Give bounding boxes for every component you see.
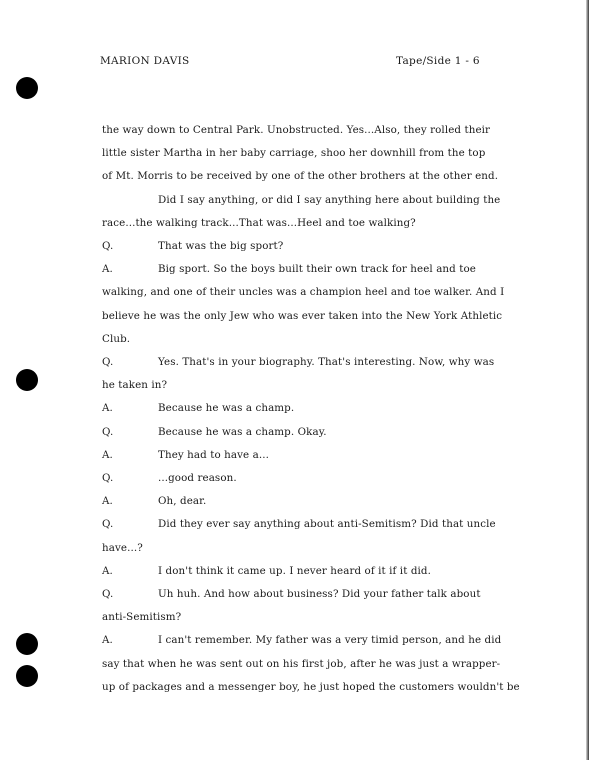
line-text: That was the big sport? bbox=[158, 240, 284, 252]
transcript-line bbox=[102, 658, 500, 670]
speaker-label: Q. bbox=[102, 425, 114, 438]
speaker-label: A. bbox=[102, 263, 113, 276]
binder-hole-icon bbox=[16, 369, 38, 391]
transcript-line bbox=[102, 611, 181, 623]
line-text: Yes. That's in your biography. That's interesting. Now, why was bbox=[158, 356, 495, 368]
line-text: little sister Martha in her baby carriage, shoo her downhill from the top bbox=[102, 147, 486, 160]
transcript-line bbox=[102, 681, 520, 693]
line-text: up of packages and a messenger boy, he just hoped the customers wouldn't be bbox=[102, 680, 520, 693]
tape-side-label: Tape/Side 1 - 6 bbox=[396, 55, 480, 67]
transcript-line bbox=[102, 542, 143, 554]
speaker-label: Q. bbox=[102, 472, 114, 484]
transcript-line bbox=[102, 217, 416, 229]
line-text: say that when he was sent out on his first job, after he was just a wrapper- bbox=[102, 657, 501, 670]
line-text: he taken in? bbox=[102, 379, 168, 392]
line-text: walking, and one of their uncles was a champion heel and toe walker. And I bbox=[102, 286, 505, 299]
line-text: Club. bbox=[102, 332, 131, 345]
binder-hole-icon bbox=[16, 77, 38, 99]
line-text: have...? bbox=[102, 541, 143, 554]
speaker-label: Q. bbox=[102, 518, 114, 531]
interviewee-name: MARION DAVIS bbox=[100, 55, 190, 67]
transcript-line bbox=[102, 333, 130, 345]
speaker-label: A. bbox=[102, 448, 113, 461]
line-text: ...good reason. bbox=[158, 472, 237, 484]
speaker-label: A. bbox=[102, 495, 113, 508]
line-text: I can't remember. My father was a very timid person, and he did bbox=[158, 634, 502, 647]
transcript-line bbox=[102, 124, 490, 136]
line-text: Did I say anything, or did I say anything here about building the bbox=[158, 193, 501, 206]
transcript-line bbox=[102, 170, 498, 182]
line-text: I don't think it came up. I never heard of it if it did. bbox=[158, 564, 431, 577]
binder-hole-icon bbox=[16, 665, 38, 687]
line-text: the way down to Central Park. Unobstructed. Yes...Also, they rolled their bbox=[102, 124, 491, 136]
speaker-label: Q. bbox=[102, 356, 114, 368]
speaker-label: A. bbox=[102, 402, 113, 415]
line-text: believe he was the only Jew who was ever taken into the New York Athletic bbox=[102, 309, 503, 322]
line-text: Because he was a champ. bbox=[158, 402, 295, 415]
transcript-line bbox=[102, 379, 167, 391]
line-text: race...the walking track...That was...Heel and toe walking? bbox=[102, 216, 416, 229]
line-text: Did they ever say anything about anti-Semitism? Did that uncle bbox=[158, 518, 496, 531]
speaker-label: A. bbox=[102, 564, 113, 577]
line-text: They had to have a... bbox=[158, 448, 269, 461]
line-text: Big sport. So the boys built their own track for heel and toe bbox=[158, 263, 476, 276]
line-text: Oh, dear. bbox=[158, 495, 207, 508]
transcript-line bbox=[102, 310, 502, 322]
line-text: Uh huh. And how about business? Did your father talk about bbox=[158, 588, 481, 600]
transcript-line bbox=[102, 286, 504, 298]
transcript-line bbox=[102, 147, 485, 159]
speaker-label: Q. bbox=[102, 240, 114, 252]
speaker-label: A. bbox=[102, 634, 113, 647]
line-text: of Mt. Morris to be received by one of the other brothers at the other end. bbox=[102, 170, 499, 183]
speaker-label: Q. bbox=[102, 588, 114, 600]
binder-hole-icon bbox=[16, 633, 38, 655]
line-text: anti-Semitism? bbox=[102, 611, 182, 624]
line-text: Because he was a champ. Okay. bbox=[158, 425, 327, 438]
